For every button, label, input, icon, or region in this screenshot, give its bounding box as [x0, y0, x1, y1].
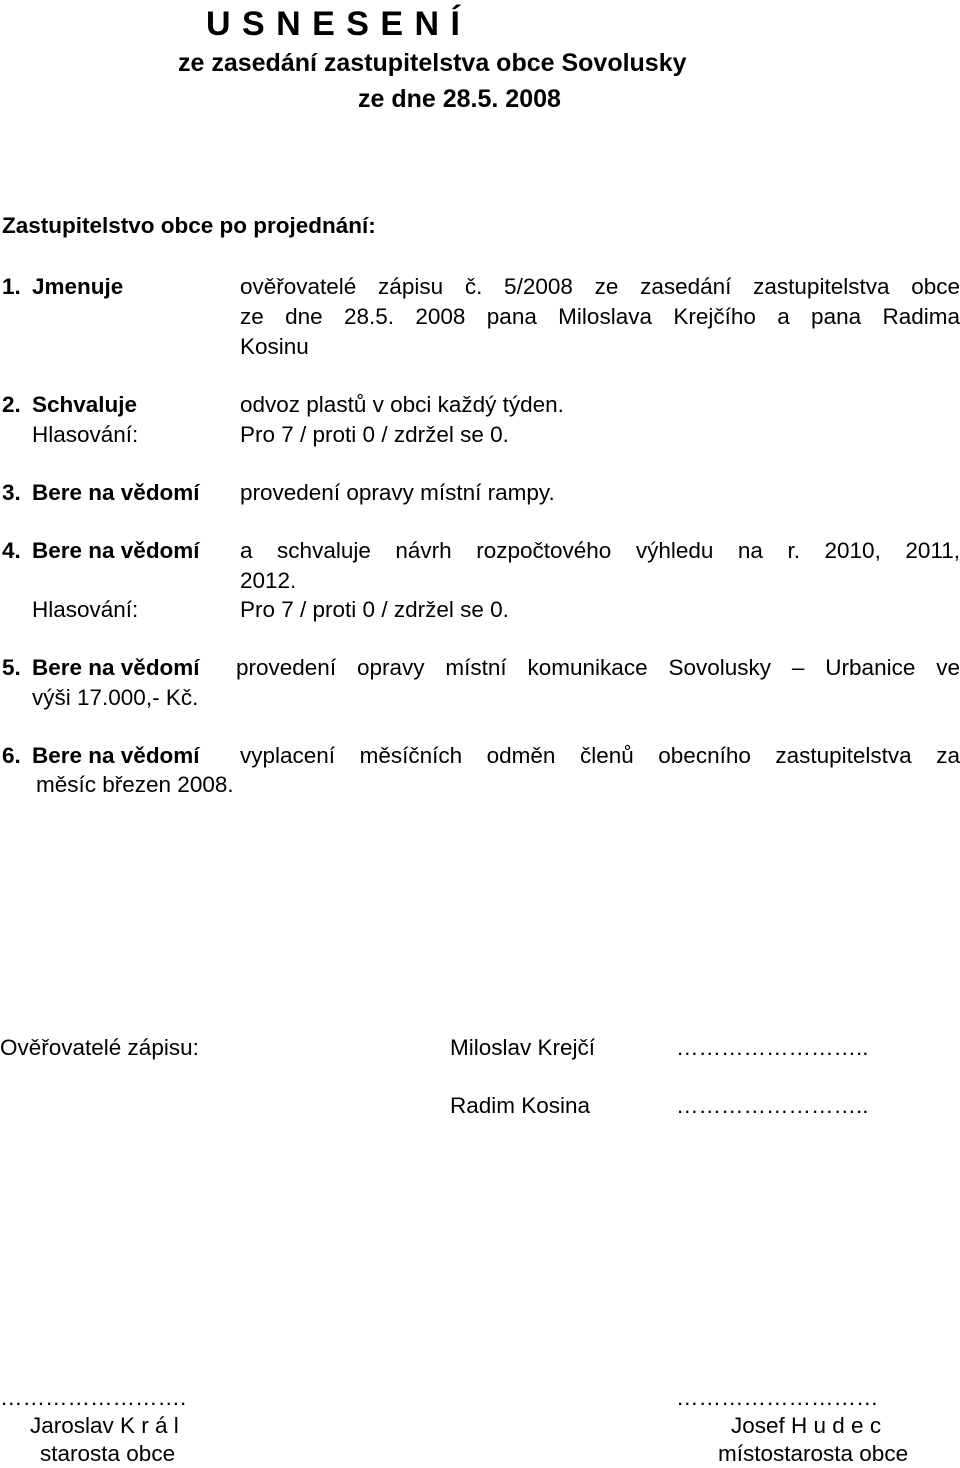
item-text-line: ze dne 28.5. 2008 pana Miloslava Krejčího a pana Radima	[240, 304, 960, 329]
item-number: 6.	[2, 743, 21, 768]
signer-name: Josef H u d e c	[731, 1413, 882, 1438]
signer-name: Jaroslav K r á l	[30, 1413, 179, 1438]
item-keyword: Schvaluje	[32, 392, 138, 417]
item-number: 1.	[2, 274, 21, 299]
item-text-line: vyplacení měsíčních odměn členů obecního zastupitelstva za	[240, 743, 960, 768]
signature-line: ……………………..	[676, 1035, 869, 1060]
vote-result: Pro 7 / proti 0 / zdržel se 0.	[240, 422, 509, 447]
item-number: 2.	[2, 392, 21, 417]
document-title: U S N E S E N Í	[206, 5, 461, 43]
vote-label: Hlasování:	[32, 597, 139, 622]
item-text-line: a schvaluje návrh rozpočtového výhledu na r. 2010, 2011,	[240, 538, 960, 563]
signature-line: ………………………	[676, 1385, 879, 1410]
vote-label: Hlasování:	[32, 422, 139, 447]
item-keyword: Bere na vědomí	[32, 655, 200, 680]
item-text: odvoz plastů v obci každý týden.	[240, 392, 564, 417]
signer-role: místostarosta obce	[718, 1441, 909, 1466]
item-number: 3.	[2, 480, 21, 505]
intro-text: Zastupitelstvo obce po projednání:	[2, 213, 376, 238]
signature-line: …………………….	[0, 1385, 187, 1410]
item-text-line: 2012.	[240, 568, 297, 593]
item-text-line: výši 17.000,- Kč.	[32, 685, 199, 710]
item-text: provedení opravy místní rampy.	[240, 480, 555, 505]
verifier-name: Radim Kosina	[450, 1093, 591, 1118]
item-keyword: Bere na vědomí	[32, 743, 200, 768]
item-text-line: provedení opravy místní komunikace Sovolusky – Urbanice ve	[236, 655, 960, 680]
item-text-line: měsíc březen 2008.	[36, 772, 234, 797]
verifiers-label: Ověřovatelé zápisu:	[0, 1035, 199, 1060]
verifier-name: Miloslav Krejčí	[450, 1035, 596, 1060]
item-text-line: ověřovatelé zápisu č. 5/2008 ze zasedání zastupitelstva obce	[240, 274, 960, 299]
item-number: 4.	[2, 538, 21, 563]
document-subtitle: ze zasedání zastupitelstva obce Sovolusky	[178, 49, 687, 77]
signer-role: starosta obce	[40, 1441, 176, 1466]
item-keyword: Bere na vědomí	[32, 538, 200, 563]
item-text-line: Kosinu	[240, 334, 309, 359]
item-keyword: Jmenuje	[32, 274, 124, 299]
vote-result: Pro 7 / proti 0 / zdržel se 0.	[240, 597, 509, 622]
meeting-date: ze dne 28.5. 2008	[358, 85, 561, 113]
item-keyword: Bere na vědomí	[32, 480, 200, 505]
signature-line: ……………………..	[676, 1093, 869, 1118]
item-number: 5.	[2, 655, 21, 680]
